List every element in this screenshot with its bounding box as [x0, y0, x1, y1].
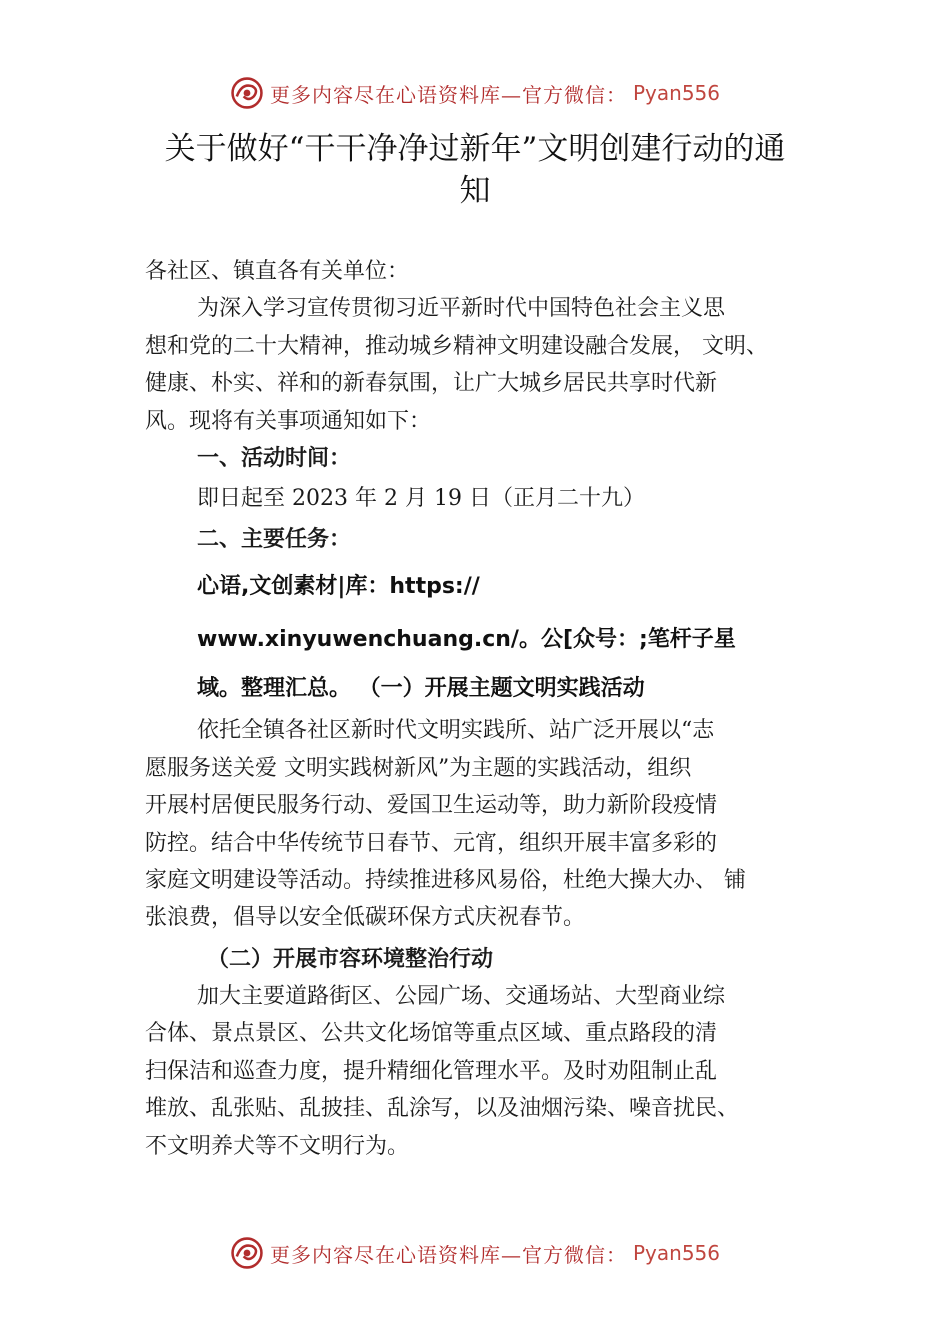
salutation: 各社区、镇直各有关单位： — [145, 259, 410, 284]
promo-line: 心语,文创素材|库：https:// — [197, 574, 480, 600]
footer-banner — [0, 1231, 950, 1275]
intro-line: 健康、朴实、祥和的新春氛围，让广大城乡居民共享时代新 — [145, 371, 718, 397]
banner-text: 更多内容尽在心语资料库—官方微信： — [269, 82, 627, 107]
document-title — [120, 128, 830, 212]
para1-line: 依托全镇各社区新时代文明实践所、站广泛开展以“志 — [197, 718, 715, 744]
section2-heading: 二、主要任务： — [197, 527, 352, 553]
promo-line: www.xinyuwenchuang.cn/。公[众号：;笔杆子星 — [197, 627, 736, 653]
para2-line: 加大主要道路街区、公园广场、交通场站、大型商业综 — [197, 984, 726, 1010]
para1-line: 张浪费，倡导以安全低碳环保方式庆祝春节。 — [145, 905, 586, 931]
swirl-logo-icon — [230, 76, 264, 110]
intro-line: 想和党的二十大精神，推动城乡精神文明建设融合发展， 文明、 — [145, 333, 768, 359]
banner-content — [230, 76, 720, 110]
promo-line: 域。整理汇总。 （一）开展主题文明实践活动 — [197, 676, 645, 702]
para1-line: 开展村居便民服务行动、爱国卫生运动等，助力新阶段疫情 — [145, 793, 718, 819]
title-line-2: 知 — [459, 173, 491, 209]
para2-line: 扫保洁和巡查力度，提升精细化管理水平。及时劝阻制止乱 — [145, 1058, 718, 1084]
para1-line: 愿服务送关爱 文明实践树新风”为主题的实践活动，组织 — [145, 755, 692, 781]
intro-line: 风。现将有关事项通知如下： — [145, 408, 432, 434]
banner-wechat-id: Pyan556 — [632, 1241, 720, 1265]
banner-text: 更多内容尽在心语资料库—官方微信： — [269, 1242, 627, 1267]
document-body — [145, 253, 813, 1165]
para2-line: 合体、景点景区、公共文化场馆等重点区域、重点路段的清 — [145, 1021, 718, 1047]
para2-line: 不文明养犬等不文明行为。 — [145, 1133, 410, 1159]
title-line-1: 关于做好“干干净净过新年”文明创建行动的通 — [164, 131, 786, 167]
para1-line: 防控。结合中华传统节日春节、元宵，组织开展丰富多彩的 — [145, 830, 718, 856]
section1-text: 即日起至 2023 年 2 月 19 日（正月二十九） — [197, 486, 645, 512]
header-banner — [0, 71, 950, 115]
banner-content — [230, 1236, 720, 1270]
para1-line: 家庭文明建设等活动。持续推进移风易俗，杜绝大操大办、 铺 — [145, 867, 746, 893]
swirl-logo-icon — [230, 1236, 264, 1270]
para2-line: 堆放、乱张贴、乱披挂、乱涂写，以及油烟污染、噪音扰民、 — [145, 1096, 740, 1122]
subsection2-heading: （二）开展市容环境整治行动 — [207, 946, 494, 972]
section1-heading: 一、活动时间： — [197, 445, 352, 471]
banner-wechat-id: Pyan556 — [632, 81, 720, 105]
intro-line: 为深入学习宣传贯彻习近平新时代中国特色社会主义思 — [197, 296, 726, 322]
